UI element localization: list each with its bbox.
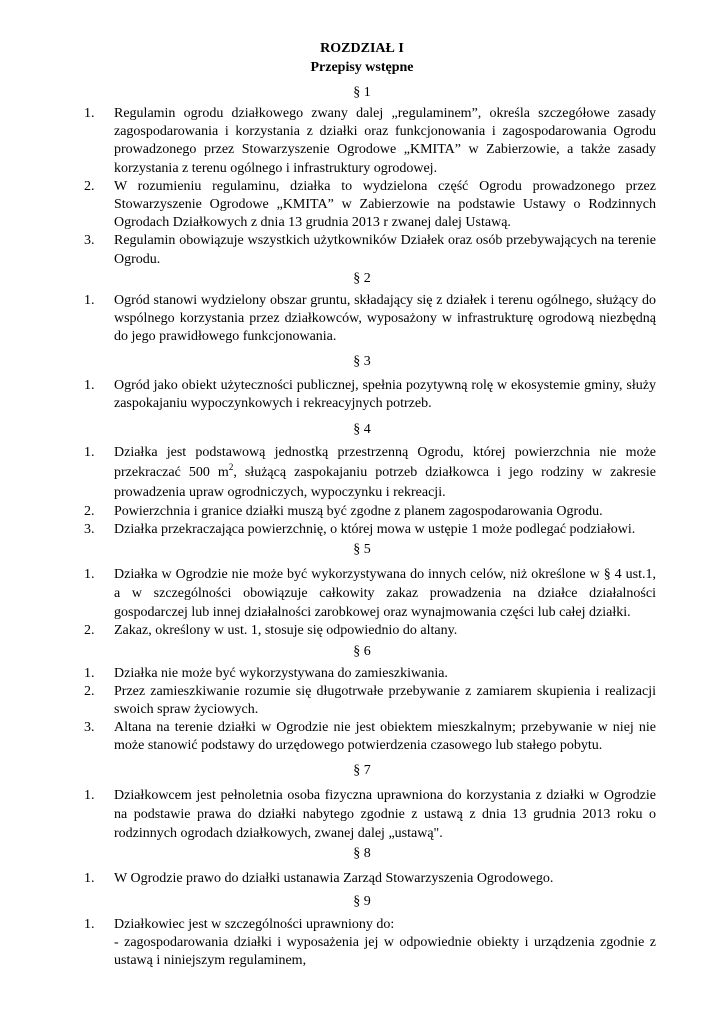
section-sign: § 5	[353, 542, 371, 557]
section-5-list	[84, 565, 656, 640]
item-number: 1.	[84, 567, 95, 582]
section-3-list	[84, 377, 656, 413]
item-number: 2.	[84, 178, 95, 194]
list-item	[84, 521, 656, 539]
item-text: Działkowiec jest w szczególności uprawniony do:	[114, 917, 395, 932]
item-text-before: Działka jest podstawową jednostką przestrzenną Ogrodu, której powierzchnia nie może przekraczać 500 m	[114, 445, 656, 480]
section-sign: § 6	[353, 644, 371, 659]
section-2-list	[84, 292, 656, 346]
section-sign: § 2	[353, 271, 371, 286]
list-item	[84, 178, 656, 233]
item-number: 1.	[84, 378, 95, 393]
item-number: 2.	[84, 684, 95, 699]
item-number: 1.	[84, 445, 95, 460]
item-number: 3.	[84, 522, 95, 537]
section-7-list	[84, 786, 656, 843]
list-item	[84, 503, 656, 521]
item-text: Ogród jako obiekt użyteczności publicznej, spełnia pozytywną rolę w ekosystemie gminy, służy zaspokajaniu wypoczynkowych i rekreacyjnych potrzeb.	[114, 378, 656, 411]
section-sign: § 7	[353, 763, 371, 778]
section-1-list	[84, 105, 656, 269]
item-text: Powierzchnia i granice działki muszą być zgodne z planem zagospodarowania Ogrodu.	[114, 504, 603, 519]
item-text: Ogród stanowi wydzielony obszar gruntu, składający się z działek i terenu ogólnego, służący do wspólnego korzystania przez działkowców, wyposażony w infrastrukturę ogrodową niezbędną do jego prawidłowego funkcjonowania.	[114, 293, 656, 344]
list-item	[84, 232, 656, 268]
list-item	[84, 719, 656, 755]
item-text: Działka w Ogrodzie nie może być wykorzystywana do innych celów, niż określone w § 4 ust.1, a w szczególności obowiązuje całkowity zakaz prowadzenia na działce działalności gospodarczej lub innej działalności zarobkowej oraz wynajmowania części lub całej działki.	[114, 567, 656, 620]
item-text: Regulamin ogrodu działkowego zwany dalej „regulaminem”, określa szczegółowe zasady zagospodarowania i korzystania z działki oraz funkcjonowania i zagospodarowania Ogrodu prowadzonego przez Stowarzyszenie Ogrodowe „KMITA” w Zabierzowie, a także zasady korzystania z terenu ogólnego i infrastruktury ogrodowej.	[114, 106, 656, 176]
list-item	[84, 683, 656, 719]
item-number: 3.	[84, 720, 95, 735]
item-number: 1.	[84, 666, 95, 681]
list-item	[84, 786, 656, 843]
list-item	[84, 622, 656, 640]
list-item	[84, 377, 656, 413]
list-item	[84, 870, 656, 888]
item-text: Działka nie może być wykorzystywana do zamieszkiwania.	[114, 666, 448, 681]
chapter-title: ROZDZIAŁ I	[320, 41, 404, 56]
list-item	[84, 565, 656, 622]
sub-item-text: - zagospodarowania działki i wyposażenia jej w odpowiednie obiekty i urządzenia zgodnie z ustawą i niniejszym regulaminem,	[114, 935, 656, 968]
list-item	[84, 292, 656, 346]
item-text: Regulamin obowiązuje wszystkich użytkowników Działek oraz osób przebywających na terenie Ogrodu.	[114, 233, 656, 267]
section-sign: § 8	[353, 846, 371, 861]
section-sign: § 1	[353, 85, 371, 100]
section-sign: § 4	[353, 422, 371, 437]
chapter-subtitle: Przepisy wstępne	[310, 60, 414, 75]
item-text-after: , służącą zaspokajaniu potrzeb działkowca i jego rodziny w zakresie prowadzenia upraw ogrodniczych, wypoczynku i rekreacji.	[114, 465, 656, 500]
item-number: 1.	[84, 917, 95, 932]
section-9-list	[84, 916, 656, 970]
item-number: 3.	[84, 233, 95, 249]
superscript: 2	[228, 462, 234, 472]
list-item	[84, 916, 656, 970]
list-item	[84, 105, 656, 178]
item-text: W rozumieniu regulaminu, działka to wydzielona część Ogrodu prowadzonego przez Stowarzyszenie Ogrodowe „KMITA” w Zabierzowie na podstawie Ustawy o Rodzinnych Ogrodach Działkowych z dnia 13 grudnia 2013 r zwanej dalej Ustawą.	[114, 178, 656, 231]
list-item	[84, 443, 656, 503]
list-item	[84, 665, 656, 683]
item-text: Działkowcem jest pełnoletnia osoba fizyczna uprawniona do korzystania z działki w Ogrodzie na podstawie prawa do działki nabytego zgodnie z ustawą z dnia 13 grudnia 2013 roku o rodzinnych ogrodach działkowych, zwanej dalej „ustawą".	[114, 788, 656, 841]
section-sign: § 3	[353, 354, 371, 369]
item-number: 2.	[84, 623, 95, 638]
section-8-list	[84, 870, 656, 888]
section-4-list	[84, 443, 656, 539]
item-text: W Ogrodzie prawo do działki ustanawia Zarząd Stowarzyszenia Ogrodowego.	[114, 871, 554, 886]
item-number: 1.	[84, 788, 95, 803]
item-text: Zakaz, określony w ust. 1, stosuje się odpowiednio do altany.	[114, 623, 458, 638]
section-sign: § 9	[353, 894, 371, 909]
item-number: 1.	[84, 871, 95, 886]
item-number: 2.	[84, 504, 95, 519]
item-text: Altana na terenie działki w Ogrodzie nie jest obiektem mieszkalnym; przebywanie w niej nie może stanowić podstawy do urzędowego potwierdzenia czasowego lub stałego pobytu.	[114, 720, 656, 753]
item-text: Działka przekraczająca powierzchnię, o której mowa w ustępie 1 może podlegać podziałowi.	[114, 522, 636, 537]
item-number: 1.	[84, 106, 95, 121]
item-number: 1.	[84, 293, 95, 308]
section-6-list	[84, 665, 656, 755]
item-text: Przez zamieszkiwanie rozumie się długotrwałe przebywanie z zamiarem skupienia i realizacji swoich spraw życiowych.	[114, 684, 656, 717]
